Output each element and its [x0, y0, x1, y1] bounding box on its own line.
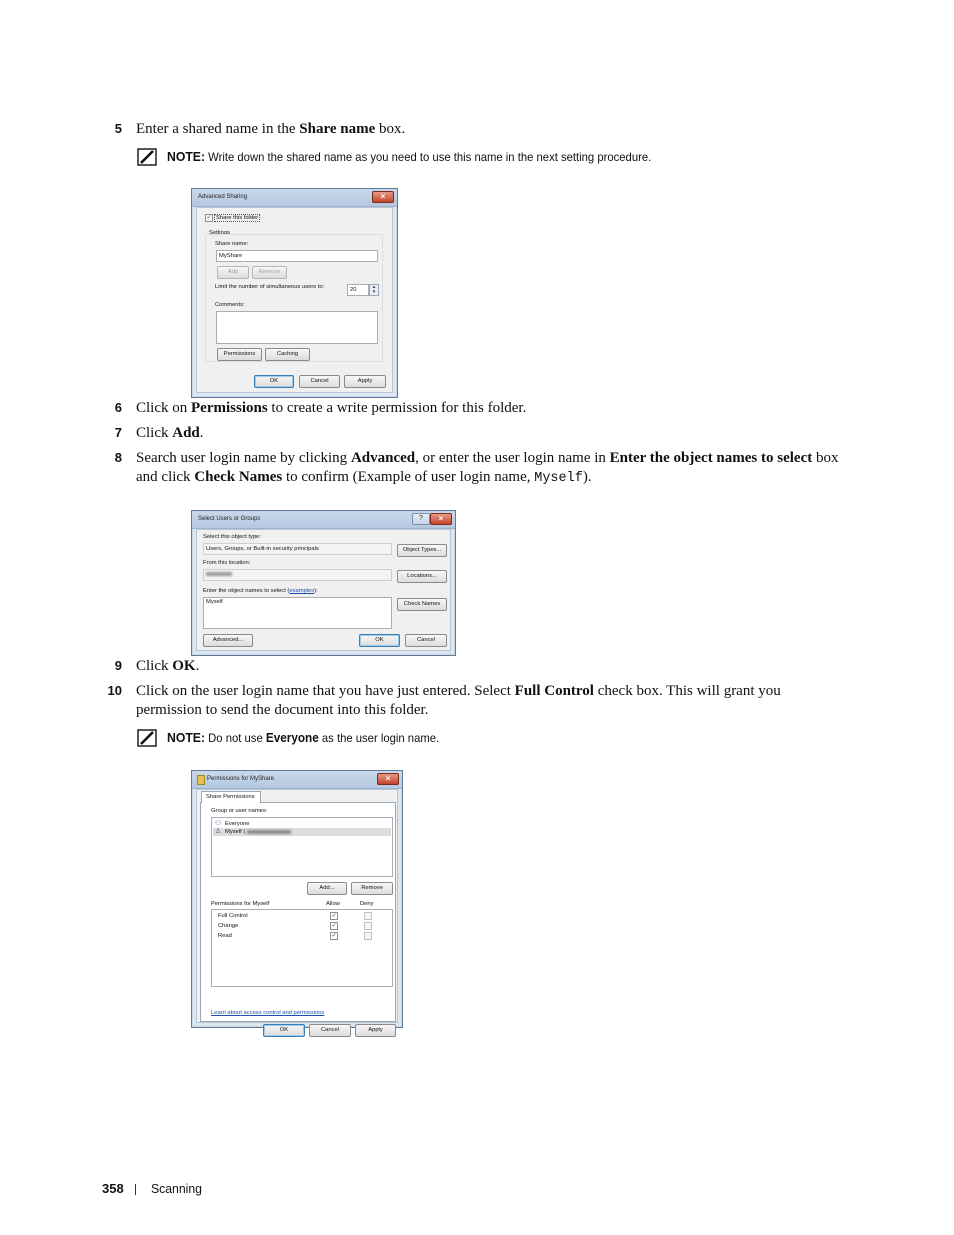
step-number: 5	[114, 121, 122, 136]
allow-checkbox[interactable]: ✓	[331, 933, 337, 939]
allow-checkbox[interactable]: ✓	[331, 913, 337, 919]
permission-row	[212, 932, 392, 941]
note-pencil-icon	[137, 148, 157, 166]
list-item-selected[interactable]	[213, 828, 391, 836]
step-emphasis: Add	[172, 425, 200, 441]
blurred-location-text	[206, 572, 232, 576]
ok-button[interactable]: OK	[359, 634, 400, 647]
step-number: 9	[114, 658, 122, 673]
remove-button[interactable]: Remove	[351, 882, 393, 895]
step-text-part: check box. This will grant you permission to send the document into this folder.	[136, 683, 781, 718]
step-emphasis: Full Control	[514, 683, 594, 699]
step-text-part: Click	[136, 425, 173, 441]
dialog-title: Select Users or Groups	[198, 516, 261, 522]
enter-names-text: Enter the object names to select (	[203, 588, 290, 594]
object-names-value: Myself	[206, 599, 223, 605]
step-text-part: Click on	[136, 400, 191, 416]
note-1	[167, 149, 651, 165]
cancel-button[interactable]: Cancel	[309, 1024, 351, 1037]
select-users-dialog	[191, 510, 456, 656]
caching-button[interactable]: Caching	[265, 348, 310, 361]
permissions-button[interactable]: Permissions	[217, 348, 262, 361]
step-text-part: Search user login name by clicking	[136, 450, 351, 466]
step-text-part: , or enter the user login name in	[415, 450, 610, 466]
step-text-part: to confirm (Example of user login name,	[282, 469, 535, 485]
close-icon[interactable]: ×	[377, 773, 399, 785]
note-text: as the user login name.	[318, 731, 440, 745]
step-emphasis: Advanced	[350, 450, 416, 466]
group-names-label: Group or user names:	[211, 808, 268, 814]
dialog-title-bar	[192, 771, 402, 789]
learn-more-link[interactable]: Learn about access control and permissions	[211, 1010, 325, 1016]
dialog-title-bar	[192, 511, 455, 529]
spinner-arrows-icon[interactable]: ▴ ▾	[369, 284, 379, 296]
enter-names-text-end: ):	[314, 588, 318, 594]
location-label: From this location:	[203, 560, 251, 566]
check-names-button[interactable]: Check Names	[397, 598, 447, 611]
note-pencil-icon	[137, 729, 157, 747]
allow-checkbox[interactable]: ✓	[331, 923, 337, 929]
folder-icon	[197, 775, 205, 785]
step-text-part: ).	[582, 469, 592, 485]
step-text-part: Click	[136, 658, 173, 674]
permissions-dialog	[191, 770, 403, 1033]
footer-separator	[135, 1184, 136, 1195]
dialog-title: Advanced Sharing	[198, 194, 248, 200]
deny-checkbox[interactable]	[364, 922, 372, 930]
note-label: NOTE:	[167, 149, 206, 164]
note-text: Do not use	[205, 731, 266, 745]
note-label: NOTE:	[167, 730, 206, 745]
step-emphasis: Check Names	[194, 469, 283, 485]
cancel-button[interactable]: Cancel	[299, 375, 340, 388]
tab-label: Share Permissions	[206, 794, 255, 800]
add-button[interactable]: Add...	[307, 882, 347, 895]
page-number: 358	[102, 1181, 124, 1196]
permission-row	[212, 912, 392, 921]
permission-row	[212, 922, 392, 931]
step-number: 10	[107, 683, 122, 698]
list-item[interactable]	[213, 820, 391, 828]
share-folder-label: Share this folder	[216, 215, 259, 221]
help-icon[interactable]: ?	[412, 513, 430, 525]
step-text-part: .	[199, 425, 204, 441]
step-text-part: Click on the user login name that you have just entered. Select	[136, 683, 515, 699]
permissions-list	[211, 909, 393, 987]
close-icon[interactable]: ×	[372, 191, 394, 203]
limit-users-input[interactable]: 20	[347, 284, 369, 296]
user-name: Myself (	[225, 829, 246, 835]
step-emphasis: OK	[172, 658, 196, 674]
ok-button[interactable]: OK	[254, 375, 294, 388]
step-7-text	[136, 424, 204, 443]
share-name-label: Share name:	[215, 241, 249, 247]
deny-header: Deny	[360, 901, 374, 907]
deny-checkbox[interactable]	[364, 932, 372, 940]
note-emphasis: Everyone	[265, 731, 319, 745]
cancel-button[interactable]: Cancel	[405, 634, 447, 647]
object-types-button[interactable]: Object Types...	[397, 544, 447, 557]
step-10-text	[136, 682, 820, 720]
object-type-field: Users, Groups, or Built-in security principals	[203, 543, 392, 555]
limit-users-label: Limit the number of simultaneous users to:	[215, 284, 325, 290]
apply-button[interactable]: Apply	[355, 1024, 396, 1037]
comments-input[interactable]	[216, 311, 378, 344]
dialog-title-bar	[192, 189, 397, 207]
permission-name: Change	[218, 923, 239, 929]
user-list	[211, 817, 393, 877]
share-name-input[interactable]: MyShare	[216, 250, 378, 262]
section-name: Scanning	[151, 1181, 202, 1196]
add-button[interactable]: Add	[217, 266, 249, 279]
step-text-part: box and click	[136, 450, 839, 485]
object-names-input[interactable]	[203, 597, 392, 629]
note-text: Write down the shared name as you need to use this name in the next setting procedure.	[205, 150, 652, 164]
deny-checkbox[interactable]	[364, 912, 372, 920]
permission-name: Full Control	[218, 913, 248, 919]
step-emphasis: Enter the object names to select	[609, 450, 813, 466]
dialog-title: Permissions for MyShare	[207, 776, 275, 782]
step-text-part: Enter a shared name in the	[136, 121, 300, 137]
advanced-sharing-dialog	[191, 188, 398, 398]
close-icon[interactable]: ×	[430, 513, 452, 525]
remove-button[interactable]: Remove	[252, 266, 287, 279]
step-emphasis: Permissions	[191, 400, 268, 416]
comments-label: Comments:	[215, 302, 245, 308]
tab-panel	[200, 802, 396, 1022]
apply-button[interactable]: Apply	[344, 375, 386, 388]
object-type-label: Select this object type:	[203, 534, 262, 540]
step-emphasis: Share name	[299, 121, 376, 137]
dialog-body	[196, 207, 393, 393]
enter-names-label	[203, 588, 318, 594]
step-9-text	[136, 657, 199, 676]
step-number: 6	[114, 400, 122, 415]
settings-label: Settings	[209, 230, 230, 236]
step-text-part: to create a write permission for this folder.	[267, 400, 527, 416]
example-login-name: Myself	[534, 471, 583, 486]
step-5-text	[136, 120, 405, 139]
user-name: Everyone	[225, 821, 250, 827]
share-folder-checkbox[interactable]: ✓	[206, 215, 212, 221]
step-6-text	[136, 399, 526, 418]
blurred-user-detail	[247, 830, 291, 834]
step-number: 8	[114, 450, 122, 465]
advanced-button[interactable]: Advanced...	[203, 634, 253, 647]
permission-name: Read	[218, 933, 232, 939]
group-icon: ⚇	[215, 820, 222, 827]
user-icon: ♙	[215, 828, 222, 835]
step-number: 7	[114, 425, 122, 440]
note-2	[167, 730, 439, 746]
step-text-part: .	[195, 658, 200, 674]
tab-share-permissions[interactable]	[201, 791, 261, 803]
dialog-body	[196, 789, 398, 1033]
permissions-for-label: Permissions for Myself	[211, 901, 270, 907]
step-text-part: box.	[375, 121, 406, 137]
allow-header: Allow	[326, 901, 340, 907]
step-8-text	[136, 449, 852, 488]
dialog-body	[196, 529, 451, 651]
ok-button[interactable]: OK	[263, 1024, 305, 1037]
examples-link[interactable]: examples	[289, 588, 315, 594]
locations-button[interactable]: Locations...	[397, 570, 447, 583]
